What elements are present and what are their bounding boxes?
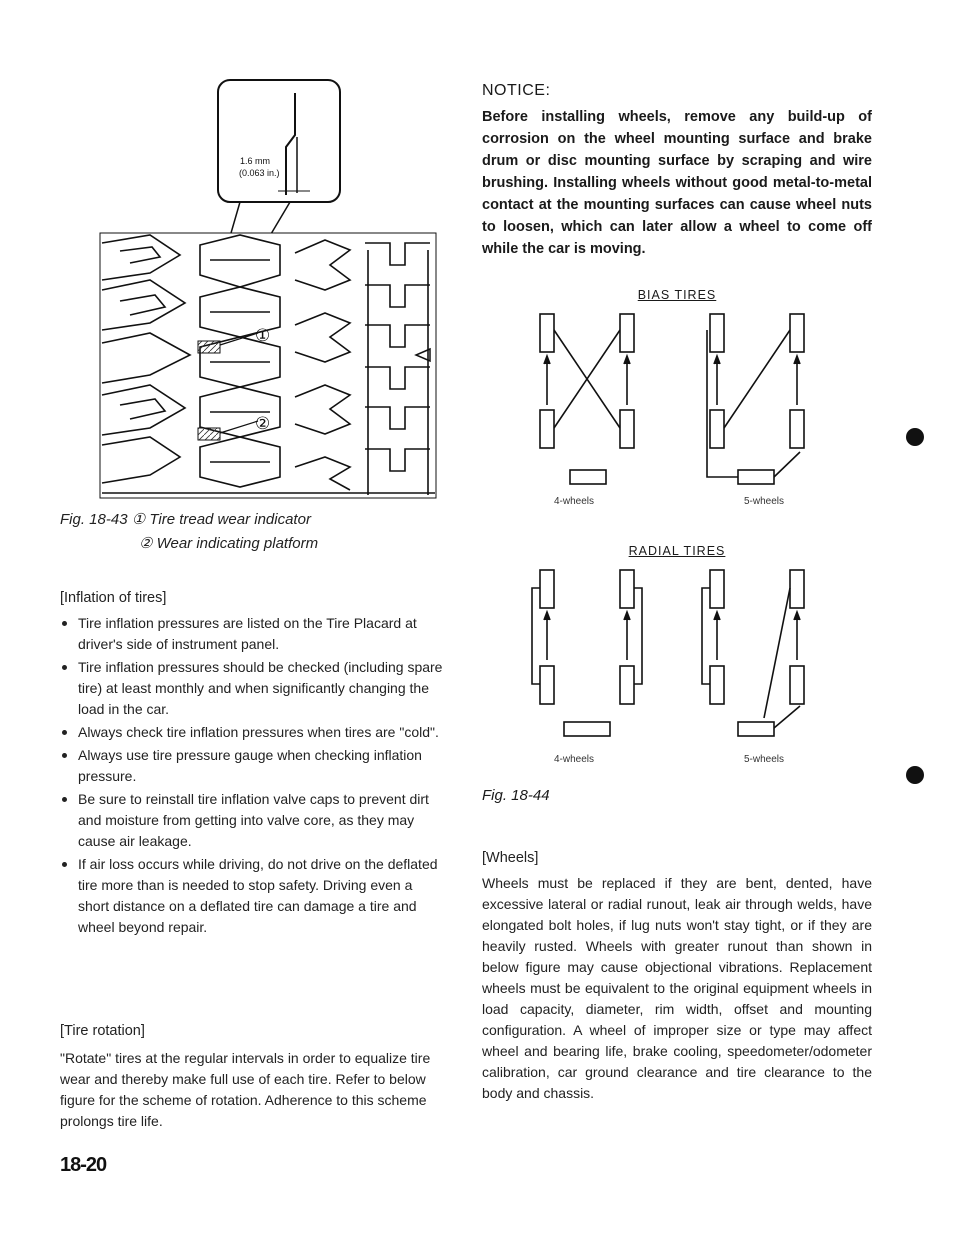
rotation-text: "Rotate" tires at the regular intervals in order to equalize tire wear and thereby make full use of each tire. Refer to below figure for the scheme of rotation. Adherence to this scheme prolongs tire life.	[60, 1050, 431, 1129]
fig-43-caption-line-2: ② Wear indicating platform	[139, 535, 319, 552]
figure-18-44-caption: Fig. 18-44	[482, 787, 550, 804]
wheels-text: Wheels must be replaced if they are bent, dented, have excessive lateral or radial runout, leak air through welds, have elongated bolt holes, if lug nuts won't stay tight, or if they are heavily rusted. Wheels with greater runout than shown in below figure may cause objectional vibrations. Replacement wheels must be equivalent to the original equipment wheels in load capacity, diameter, rim width, offset and mounting configuration. A wheel of improper size or type may affect wheel and bearing life, brake cooling, speedometer/odometer calibration, car ground clearance and tire clearance to the body and chassis.	[482, 875, 872, 1101]
dimension-in-label: (0.063 in.)	[239, 168, 280, 178]
fig-43-caption-line-1: ① Tire tread wear indicator	[131, 511, 311, 528]
inflation-heading: [Inflation of tires]	[60, 590, 167, 606]
bias-tires-title: BIAS TIRES	[637, 288, 717, 302]
inflation-bullet: Always check tire inflation pressures when tires are "cold".	[60, 722, 444, 743]
page-number: 18-20	[60, 1154, 107, 1176]
inflation-bullet: If air loss occurs while driving, do not drive on the deflated tire more than is needed to stop safety. Driving even a short distance on a deflated tire can damage a tire and wheel beyond repair.	[60, 854, 444, 938]
inflation-bullet: Tire inflation pressures are listed on the Tire Placard at driver's side of instrument panel.	[60, 613, 444, 655]
radial-5-wheels-label: 5-wheels	[744, 754, 785, 765]
binder-hole-dot	[906, 766, 924, 784]
radial-4-wheels-label: 4-wheels	[554, 754, 595, 765]
callout-2-label: ②	[255, 414, 271, 434]
wheels-heading: [Wheels]	[482, 850, 539, 866]
bias-4-wheels-label: 4-wheels	[554, 496, 595, 507]
inflation-section	[60, 588, 444, 940]
dimension-mm-label: 1.6 mm	[240, 156, 271, 166]
wear-indicator-bar-1	[198, 341, 220, 353]
bias-rotation-diagram	[482, 310, 872, 510]
wheels-section	[482, 844, 872, 1104]
inflation-bullet: Always use tire pressure gauge when checking inflation pressure.	[60, 745, 444, 787]
radial-tires-title: RADIAL TIRES	[628, 544, 726, 558]
notice-text: Before installing wheels, remove any build-up of corrosion on the wheel mounting surface and brake drum or disc mounting surface by scraping and wire brushing. Installing wheels without good metal-to-metal contact at the mounting surfaces can cause wheel nuts to loosen, which can later allow a wheel to come off while the car is moving.	[482, 109, 872, 257]
inflation-bullet-list	[60, 613, 444, 938]
right-column	[482, 82, 872, 1101]
bias-5-wheels-label: 5-wheels	[744, 496, 785, 507]
wear-indicator-bar-2	[198, 428, 220, 440]
rotation-heading: [Tire rotation]	[60, 1023, 145, 1039]
callout-1-label: ①	[255, 326, 271, 346]
figure-18-43-caption	[60, 508, 444, 556]
inflation-bullet: Tire inflation pressures should be checked (including spare tire) at least monthly and when significantly changing the load in the car.	[60, 657, 444, 720]
inflation-bullet: Be sure to reinstall tire inflation valve caps to prevent dirt and moisture from getting into valve core, as they may cause air leakage.	[60, 789, 444, 852]
tread-wear-figure	[90, 75, 450, 507]
radial-rotation-diagram	[482, 568, 872, 748]
binder-hole-dot	[906, 428, 924, 446]
fig-43-number: Fig. 18-43	[60, 511, 128, 528]
rotation-section	[60, 1015, 444, 1132]
notice-title: NOTICE:	[482, 82, 551, 99]
